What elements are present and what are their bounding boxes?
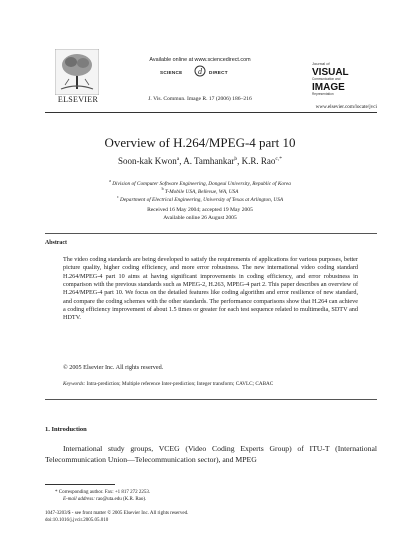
svg-text:Representation: Representation xyxy=(312,92,334,96)
svg-text:VISUAL: VISUAL xyxy=(312,67,349,78)
svg-text:Journal of: Journal of xyxy=(312,61,330,66)
svg-text:Communication and: Communication and xyxy=(312,77,341,81)
email-note xyxy=(63,497,146,502)
corresponding-author-note: * Corresponding author. Fax: +1 817 272 2253. xyxy=(55,490,151,495)
available-online-date: Available online 26 August 2005 xyxy=(163,215,237,221)
paper-title: Overview of H.264/MPEG-4 part 10 xyxy=(104,135,296,150)
abstract-text: The video coding standards are being developed to satisfy the requirements of applications for various purposes, better picture quality, higher coding efficiency, and more error robustness. The new international video coding standard H.264/MPEG-4 part 10 aims at having significant improvements in coding efficiency, and error robustness in comparison with the previous standards such as MPEG-2, H.263, MPEG-4 part 2. This paper describes an overview of H.264/MPEG-4 part 10. We focus on the detailed features like coding algorithm and error resilience of new standard, and compare the coding schemes with the other standards. The performance comparisons show that H.264 can achieve a coding efficiency improvement of about 1.5 times or greater for each test sequence related to multimedia, SDTV and HDTV. xyxy=(63,256,358,322)
sciencedirect-right-word: DIRECT xyxy=(209,70,228,75)
abstract-heading: Abstract xyxy=(45,240,67,246)
affiliation: $^b$ T-Mobile USA, Bellevue, WA, USA xyxy=(161,186,239,195)
journal-url[interactable]: www.elsevier.com/locate/jvci xyxy=(315,104,377,110)
journal-reference: J. Vis. Commun. Image R. 17 (2006) 186–216 xyxy=(148,96,252,102)
keywords xyxy=(63,381,358,387)
svg-text:d: d xyxy=(198,67,202,76)
email-label: E-mail address: xyxy=(63,497,95,502)
author-affil-mark: b xyxy=(234,156,238,162)
sciencedirect-d-icon xyxy=(194,63,206,77)
author-name: A. Tamhankar xyxy=(183,156,235,166)
author-name: K.R. Rao xyxy=(241,156,276,166)
email-address[interactable]: rao@uta.edu (K.R. Rao). xyxy=(96,497,147,502)
publisher-name: ELSEVIER xyxy=(57,95,99,104)
footnote-divider xyxy=(45,484,115,485)
keywords-label: Keywords: xyxy=(63,381,86,387)
affiliation: $^c$ Department of Electrical Engineering, University of Texas at Arlington, USA xyxy=(116,194,284,203)
abstract-divider-bottom xyxy=(45,399,377,400)
section-paragraph: International study groups, VCEG (Video Coding Experts Group) of ITU-T (International Telecommunication Union—Telecommunication sector), and MPEG xyxy=(45,444,377,464)
elsevier-tree-logo xyxy=(55,49,99,95)
author-affil-mark: a xyxy=(176,156,180,162)
abstract-copyright: © 2005 Elsevier Inc. All rights reserved. xyxy=(63,364,164,371)
journal-logo xyxy=(300,57,356,97)
received-dates: Received 16 May 2004; accepted 19 May 2005 xyxy=(147,207,253,213)
keywords-list: Intra-prediction; Multiple reference Inter-prediction; Integer transform; CAVLC; CABAC xyxy=(86,381,274,387)
issn-line: 1047-3203/$ - see front matter © 2005 Elsevier Inc. All rights reserved. xyxy=(45,511,189,516)
author-name: Soon-kak Kwon xyxy=(118,156,177,166)
svg-text:IMAGE: IMAGE xyxy=(312,82,345,93)
author-affil-mark: c,* xyxy=(275,156,282,162)
header-divider xyxy=(45,112,377,113)
available-online-text: Available online at www.sciencedirect.com xyxy=(149,57,251,63)
section-heading: 1. Introduction xyxy=(45,426,87,433)
author-list: Soon-kak Kwon$^a$, A. Tamhankar$^b$, K.R. Rao$^{c,*}$ xyxy=(118,156,282,166)
affiliation: $^a$ Division of Computer Software Engineering, Dongeui University, Republic of Korea xyxy=(109,178,291,187)
abstract-divider-top xyxy=(45,233,377,234)
doi-line[interactable]: doi:10.1016/j.jvcir.2005.05.010 xyxy=(45,518,109,523)
sciencedirect-left-word: SCIENCE xyxy=(160,70,183,75)
